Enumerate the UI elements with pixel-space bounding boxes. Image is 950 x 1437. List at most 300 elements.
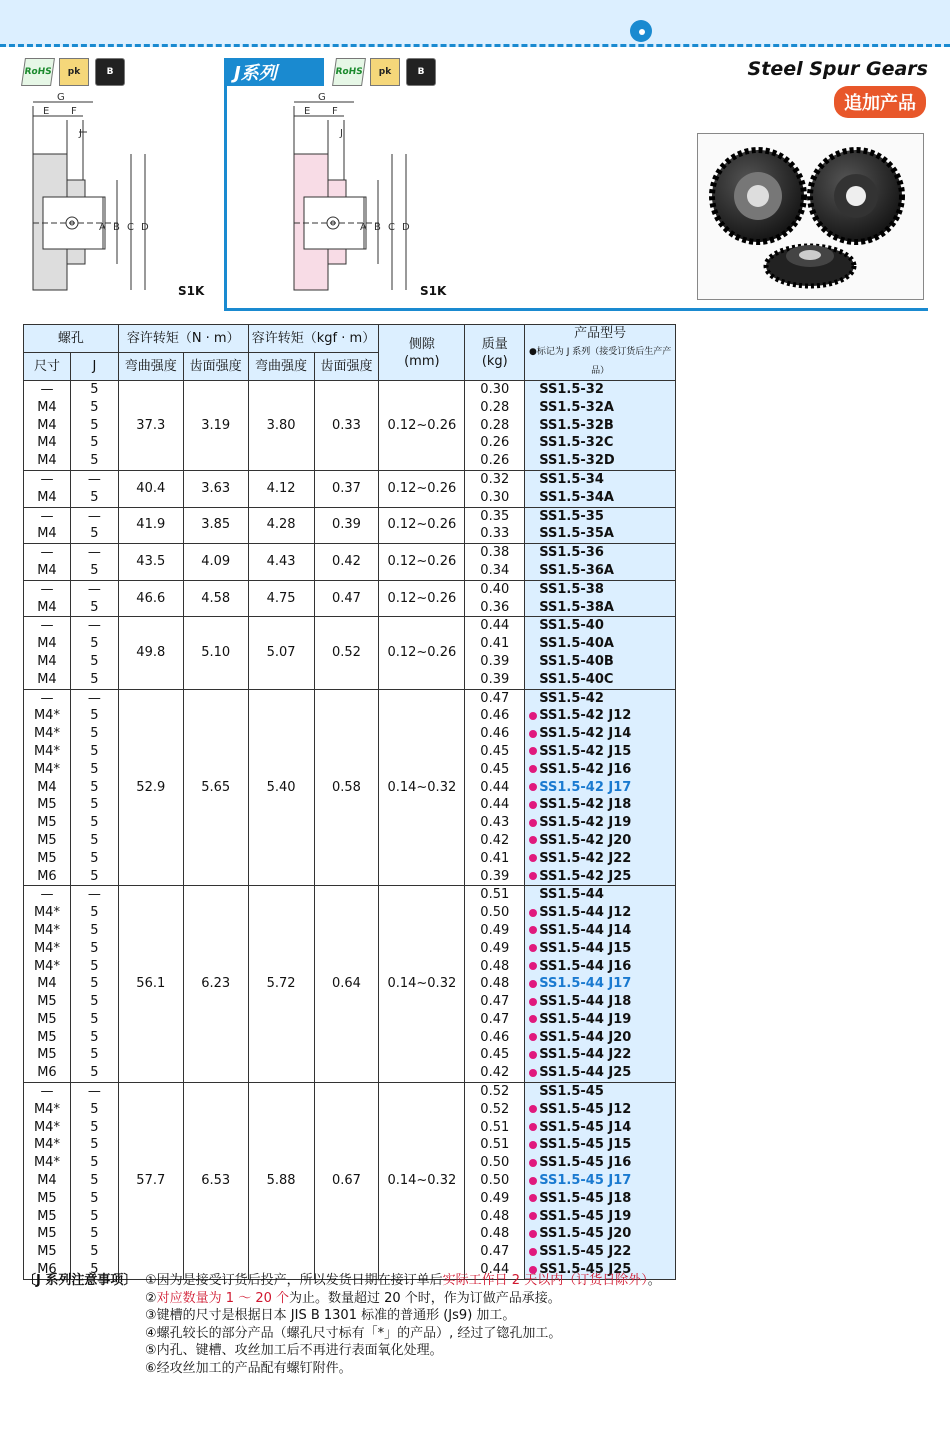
- backlash-cell: 0.14~0.32: [379, 1083, 465, 1280]
- top-banner: [0, 0, 950, 47]
- part-number-text: SS1.5-44 J15: [539, 940, 632, 956]
- bend-strength-nm-cell: 41.9: [118, 507, 183, 544]
- col-torque-kgf: 容许转矩（kgf · m）: [248, 325, 379, 353]
- j-series-dot-icon: [529, 1194, 537, 1202]
- j-cell: 5: [70, 599, 118, 617]
- drawing-label-right: S1K: [420, 284, 447, 298]
- hole-size-cell: M4: [24, 653, 71, 671]
- j-cell: —: [70, 580, 118, 598]
- part-number-text: SS1.5-42 J14: [539, 726, 632, 742]
- mass-cell: 0.51: [465, 886, 525, 904]
- mass-cell: 0.46: [465, 707, 525, 725]
- mass-cell: 0.45: [465, 743, 525, 761]
- tooth-strength-kgf-cell: 0.47: [314, 580, 379, 617]
- part-number-text: SS1.5-42 J18: [539, 797, 632, 813]
- j-cell: 5: [70, 743, 118, 761]
- j-cell: —: [70, 470, 118, 488]
- j-series-dot-icon: [529, 1248, 537, 1256]
- note-4: ④螺孔较长的部分产品（螺孔尺寸标有「*」的产品）, 经过了锪孔加工。: [145, 1325, 562, 1341]
- hole-size-cell: M4*: [24, 725, 71, 743]
- part-number-cell: [525, 958, 676, 976]
- j-cell: 5: [70, 779, 118, 797]
- dim-label-g: G: [57, 92, 65, 103]
- part-number-cell: [525, 689, 676, 707]
- hole-size-cell: M4: [24, 452, 71, 470]
- part-number-cell: [525, 725, 676, 743]
- dim-label-d: D: [402, 222, 410, 233]
- part-number-cell: [525, 779, 676, 797]
- tooth-strength-kgf-cell: 0.42: [314, 544, 379, 581]
- part-number-text: SS1.5-34A: [539, 489, 614, 505]
- j-series-dot-icon: [529, 819, 537, 827]
- mass-cell: 0.44: [465, 617, 525, 635]
- j-cell: 5: [70, 635, 118, 653]
- col-size: 尺寸: [24, 353, 71, 381]
- part-number-text: SS1.5-44 J16: [539, 958, 632, 974]
- hole-size-cell: M5: [24, 850, 71, 868]
- bend-strength-kgf-cell: 5.07: [248, 617, 314, 689]
- note-1: ①因为是接受订货后投产，所以发货日期在接订单后实际工作日 2 天以内（订货日除外）。: [145, 1273, 661, 1288]
- hole-size-cell: M5: [24, 796, 71, 814]
- mass-cell: 0.26: [465, 452, 525, 470]
- col-bend-nm: 弯曲强度: [118, 353, 183, 381]
- hole-size-cell: M4*: [24, 922, 71, 940]
- part-number-text: SS1.5-44 J20: [539, 1029, 632, 1045]
- part-number-text: SS1.5-32A: [539, 399, 614, 415]
- backlash-cell: 0.12~0.26: [379, 381, 465, 471]
- hole-size-cell: M4: [24, 489, 71, 507]
- mass-cell: 0.50: [465, 1154, 525, 1172]
- hole-size-cell: M4*: [24, 904, 71, 922]
- hole-size-cell: M4*: [24, 707, 71, 725]
- dim-label-a: A: [99, 222, 106, 233]
- j-cell: 5: [70, 1029, 118, 1047]
- j-cell: 5: [70, 761, 118, 779]
- part-number-cell: [525, 814, 676, 832]
- part-number-cell: [525, 1243, 676, 1261]
- part-number-cell: [525, 381, 676, 399]
- part-number-cell: [525, 886, 676, 904]
- col-part: 产品型号 ●标记为 J 系列（接受订货后生产产品）: [525, 325, 676, 381]
- j-cell: 5: [70, 796, 118, 814]
- dim-label-c: C: [127, 222, 134, 233]
- j-cell: 5: [70, 525, 118, 543]
- rohs-icon: RoHS: [21, 58, 55, 86]
- j-series-dot-icon: [529, 836, 537, 844]
- gear-photo-icon: [698, 134, 923, 299]
- mass-cell: 0.32: [465, 470, 525, 488]
- j-cell: —: [70, 544, 118, 562]
- hole-size-cell: M4: [24, 434, 71, 452]
- hole-size-cell: —: [24, 470, 71, 488]
- j-cell: 5: [70, 671, 118, 689]
- hole-size-cell: M5: [24, 1243, 71, 1261]
- backlash-cell: 0.12~0.26: [379, 507, 465, 544]
- bend-strength-kgf-cell: 4.12: [248, 470, 314, 507]
- mass-cell: 0.44: [465, 779, 525, 797]
- right-cert-icons: [334, 58, 436, 86]
- mass-cell: 0.48: [465, 1208, 525, 1226]
- backlash-cell: 0.14~0.32: [379, 886, 465, 1083]
- hole-size-cell: M4*: [24, 940, 71, 958]
- j-cell: 5: [70, 1261, 118, 1279]
- bend-strength-nm-cell: 52.9: [118, 689, 183, 886]
- mass-cell: 0.39: [465, 868, 525, 886]
- part-number-cell: [525, 940, 676, 958]
- part-number-text: SS1.5-45 J19: [539, 1208, 632, 1224]
- hole-size-cell: M4: [24, 671, 71, 689]
- tooth-strength-nm-cell: 3.63: [183, 470, 248, 507]
- hole-size-cell: M5: [24, 1190, 71, 1208]
- part-number-cell: [525, 417, 676, 435]
- j-series-dot-icon: [529, 980, 537, 988]
- j-cell: 5: [70, 434, 118, 452]
- table-row: [24, 580, 676, 598]
- part-number-text: SS1.5-44 J17: [539, 976, 632, 992]
- part-number-cell: [525, 470, 676, 488]
- j-series-dot-icon: [529, 872, 537, 880]
- part-number-cell: [525, 1046, 676, 1064]
- j-cell: 5: [70, 562, 118, 580]
- part-number-cell: [525, 617, 676, 635]
- hole-size-cell: M4: [24, 635, 71, 653]
- part-number-text: SS1.5-44 J18: [539, 994, 632, 1010]
- mass-cell: 0.38: [465, 544, 525, 562]
- tooth-strength-kgf-cell: 0.67: [314, 1083, 379, 1280]
- j-series-dot-icon: [529, 730, 537, 738]
- bend-strength-nm-cell: 57.7: [118, 1083, 183, 1280]
- col-j: J: [70, 353, 118, 381]
- j-series-dot-icon: [529, 747, 537, 755]
- mass-cell: 0.41: [465, 635, 525, 653]
- j-cell: 5: [70, 1064, 118, 1082]
- mass-cell: 0.48: [465, 975, 525, 993]
- part-number-cell: [525, 489, 676, 507]
- hole-size-cell: —: [24, 886, 71, 904]
- col-backlash: 侧隙 (mm): [379, 325, 465, 381]
- j-series-dot-icon: [529, 1033, 537, 1041]
- part-number-cell: [525, 1101, 676, 1119]
- j-series-dot-icon: [529, 1141, 537, 1149]
- dim-label-f: F: [332, 106, 338, 117]
- j-series-dot-icon: [529, 1123, 537, 1131]
- j-cell: 5: [70, 707, 118, 725]
- tooth-strength-nm-cell: 5.65: [183, 689, 248, 886]
- j-cell: 5: [70, 850, 118, 868]
- mass-cell: 0.50: [465, 1172, 525, 1190]
- mass-cell: 0.45: [465, 1046, 525, 1064]
- drawing-label-left: S1K: [178, 284, 205, 298]
- hole-size-cell: —: [24, 507, 71, 525]
- part-number-cell: [525, 1011, 676, 1029]
- hole-size-cell: —: [24, 1083, 71, 1101]
- j-series-dot-icon: [529, 962, 537, 970]
- part-number-text: SS1.5-44 J19: [539, 1011, 632, 1027]
- mass-cell: 0.42: [465, 1064, 525, 1082]
- new-product-badge: 追加产品: [834, 86, 926, 118]
- part-number-text: SS1.5-42: [539, 690, 604, 706]
- part-number-text: SS1.5-45 J12: [539, 1101, 632, 1117]
- j-series-frame-bottom: [224, 308, 928, 311]
- dim-label-d: D: [141, 222, 149, 233]
- hole-size-cell: M5: [24, 1225, 71, 1243]
- j-series-dot-icon: [529, 944, 537, 952]
- bend-strength-nm-cell: 40.4: [118, 470, 183, 507]
- bend-strength-nm-cell: 46.6: [118, 580, 183, 617]
- hole-size-cell: M4*: [24, 761, 71, 779]
- part-number-cell: [525, 1136, 676, 1154]
- mass-cell: 0.49: [465, 1190, 525, 1208]
- backlash-cell: 0.14~0.32: [379, 689, 465, 886]
- j-cell: 5: [70, 489, 118, 507]
- j-series-dot-icon: [529, 998, 537, 1006]
- part-number-cell: [525, 507, 676, 525]
- part-number-text: SS1.5-36: [539, 545, 604, 561]
- mass-cell: 0.46: [465, 725, 525, 743]
- part-number-cell: [525, 1208, 676, 1226]
- j-cell: 5: [70, 1208, 118, 1226]
- part-number-text: SS1.5-32: [539, 382, 604, 397]
- j-cell: 5: [70, 1172, 118, 1190]
- mass-cell: 0.30: [465, 489, 525, 507]
- mass-cell: 0.47: [465, 689, 525, 707]
- pk-icon: pk: [59, 58, 89, 86]
- part-number-cell: [525, 653, 676, 671]
- gear-drawing-right: [284, 92, 434, 302]
- j-cell: 5: [70, 653, 118, 671]
- hole-size-cell: —: [24, 617, 71, 635]
- mass-cell: 0.28: [465, 399, 525, 417]
- part-number-cell: [525, 562, 676, 580]
- part-number-text: SS1.5-45 J16: [539, 1155, 632, 1171]
- hole-size-cell: M5: [24, 1046, 71, 1064]
- tooth-strength-kgf-cell: 0.33: [314, 381, 379, 471]
- part-number-text: SS1.5-40: [539, 618, 604, 634]
- dim-label-e: E: [304, 106, 311, 117]
- j-series-tag: J系列: [226, 58, 324, 86]
- mass-cell: 0.40: [465, 580, 525, 598]
- j-series-dot-icon: [529, 801, 537, 809]
- j-series-dot-icon: [529, 909, 537, 917]
- part-number-text: SS1.5-45 J15: [539, 1137, 632, 1153]
- part-number-text: SS1.5-44 J25: [539, 1065, 632, 1081]
- mass-cell: 0.48: [465, 958, 525, 976]
- table-row: [24, 617, 676, 635]
- j-series-dot-icon: [529, 1230, 537, 1238]
- part-number-text: SS1.5-40B: [539, 653, 614, 669]
- mass-cell: 0.43: [465, 814, 525, 832]
- dim-label-a: A: [360, 222, 367, 233]
- part-number-text: SS1.5-38A: [539, 599, 614, 615]
- bend-strength-nm-cell: 37.3: [118, 381, 183, 471]
- bend-strength-nm-cell: 43.5: [118, 544, 183, 581]
- mass-cell: 0.41: [465, 850, 525, 868]
- part-number-cell: [525, 868, 676, 886]
- mass-cell: 0.49: [465, 940, 525, 958]
- j-cell: 5: [70, 399, 118, 417]
- hole-size-cell: M4: [24, 562, 71, 580]
- mass-cell: 0.48: [465, 1225, 525, 1243]
- j-cell: 5: [70, 1190, 118, 1208]
- j-series-dot-icon: [529, 783, 537, 791]
- part-number-cell: [525, 993, 676, 1011]
- note-6: ⑥经攻丝加工的产品配有螺钉附件。: [145, 1360, 352, 1376]
- tooth-strength-kgf-cell: 0.39: [314, 507, 379, 544]
- table-row: [24, 544, 676, 562]
- j-series-dot-icon: [529, 1105, 537, 1113]
- tooth-strength-nm-cell: 3.19: [183, 381, 248, 471]
- part-number-cell: [525, 635, 676, 653]
- bend-strength-kgf-cell: 4.75: [248, 580, 314, 617]
- part-number-cell: [525, 452, 676, 470]
- gear-photo: [697, 133, 924, 300]
- hole-size-cell: M4: [24, 525, 71, 543]
- bend-strength-nm-cell: 49.8: [118, 617, 183, 689]
- j-cell: 5: [70, 832, 118, 850]
- part-number-cell: [525, 544, 676, 562]
- j-cell: —: [70, 886, 118, 904]
- col-bend-kgf: 弯曲强度: [248, 353, 314, 381]
- j-cell: 5: [70, 452, 118, 470]
- part-number-cell: [525, 904, 676, 922]
- hole-size-cell: M4: [24, 399, 71, 417]
- tooth-strength-nm-cell: 3.85: [183, 507, 248, 544]
- part-number-cell: [525, 399, 676, 417]
- table-row: [24, 507, 676, 525]
- hole-size-cell: M4*: [24, 1154, 71, 1172]
- backlash-cell: 0.12~0.26: [379, 470, 465, 507]
- part-number-text: SS1.5-45 J14: [539, 1119, 632, 1135]
- mass-cell: 0.35: [465, 507, 525, 525]
- left-cert-icons: [23, 58, 125, 86]
- part-number-text: SS1.5-32D: [539, 453, 615, 469]
- mass-cell: 0.34: [465, 562, 525, 580]
- j-cell: —: [70, 507, 118, 525]
- dim-label-b: B: [113, 222, 120, 233]
- hole-size-cell: M4*: [24, 743, 71, 761]
- j-cell: 5: [70, 417, 118, 435]
- part-number-text: SS1.5-40A: [539, 636, 614, 652]
- j-cell: 5: [70, 381, 118, 399]
- part-number-cell: [525, 1119, 676, 1137]
- table-row: [24, 470, 676, 488]
- part-number-text: SS1.5-45 J17: [539, 1173, 632, 1189]
- part-number-text: SS1.5-44 J22: [539, 1047, 632, 1063]
- rohs-icon: RoHS: [332, 58, 366, 86]
- col-hole: 螺孔: [24, 325, 119, 353]
- mass-cell: 0.45: [465, 761, 525, 779]
- hole-size-cell: M5: [24, 1029, 71, 1047]
- part-number-text: SS1.5-42 J25: [539, 868, 632, 884]
- part-number-text: SS1.5-45 J18: [539, 1190, 632, 1206]
- mass-cell: 0.33: [465, 525, 525, 543]
- dim-label-j: J: [79, 128, 82, 139]
- mass-cell: 0.52: [465, 1083, 525, 1101]
- backlash-cell: 0.12~0.26: [379, 617, 465, 689]
- part-number-text: SS1.5-42 J12: [539, 708, 632, 724]
- part-number-text: SS1.5-42 J20: [539, 832, 632, 848]
- pk-icon: pk: [370, 58, 400, 86]
- j-cell: 5: [70, 904, 118, 922]
- col-tooth-kgf: 齿面强度: [314, 353, 379, 381]
- j-cell: 5: [70, 1046, 118, 1064]
- j-series-dot-icon: [529, 1051, 537, 1059]
- part-number-cell: [525, 1172, 676, 1190]
- bend-strength-kgf-cell: 5.72: [248, 886, 314, 1083]
- b-icon: B: [406, 58, 436, 86]
- mass-cell: 0.44: [465, 1261, 525, 1279]
- part-number-text: SS1.5-44: [539, 887, 604, 903]
- j-cell: 5: [70, 814, 118, 832]
- dim-label-b: B: [374, 222, 381, 233]
- j-cell: 5: [70, 1225, 118, 1243]
- j-cell: 5: [70, 868, 118, 886]
- hole-size-cell: M4*: [24, 1136, 71, 1154]
- mass-cell: 0.28: [465, 417, 525, 435]
- part-number-cell: [525, 796, 676, 814]
- tooth-strength-nm-cell: 6.23: [183, 886, 248, 1083]
- hole-size-cell: M5: [24, 1208, 71, 1226]
- j-series-dot-icon: [529, 1159, 537, 1167]
- j-cell: 5: [70, 993, 118, 1011]
- part-number-text: SS1.5-44 J14: [539, 922, 632, 938]
- part-number-cell: [525, 1190, 676, 1208]
- hole-size-cell: —: [24, 381, 71, 399]
- j-cell: 5: [70, 958, 118, 976]
- part-number-cell: [525, 1064, 676, 1082]
- hole-size-cell: M4: [24, 599, 71, 617]
- j-series-dot-icon: [529, 712, 537, 720]
- j-cell: 5: [70, 1011, 118, 1029]
- part-number-cell: [525, 580, 676, 598]
- tooth-strength-kgf-cell: 0.64: [314, 886, 379, 1083]
- part-number-text: SS1.5-42 J19: [539, 815, 632, 831]
- hole-size-cell: M4*: [24, 1119, 71, 1137]
- part-number-cell: [525, 832, 676, 850]
- mass-cell: 0.47: [465, 1011, 525, 1029]
- mass-cell: 0.49: [465, 922, 525, 940]
- j-cell: 5: [70, 922, 118, 940]
- gear-drawing-left: [23, 92, 213, 302]
- mass-cell: 0.51: [465, 1136, 525, 1154]
- part-number-text: SS1.5-42 J15: [539, 743, 632, 759]
- dim-label-j: J: [340, 128, 343, 139]
- mass-cell: 0.26: [465, 434, 525, 452]
- part-number-text: SS1.5-34: [539, 471, 604, 487]
- part-number-text: SS1.5-32C: [539, 435, 614, 451]
- part-number-cell: [525, 850, 676, 868]
- hole-size-cell: —: [24, 544, 71, 562]
- j-series-dot-icon: [529, 854, 537, 862]
- dim-label-c: C: [388, 222, 395, 233]
- hole-size-cell: M4: [24, 1172, 71, 1190]
- mass-cell: 0.47: [465, 993, 525, 1011]
- part-number-cell: [525, 434, 676, 452]
- j-cell: 5: [70, 1136, 118, 1154]
- j-cell: —: [70, 1083, 118, 1101]
- part-number-text: SS1.5-45: [539, 1084, 604, 1100]
- backlash-cell: 0.12~0.26: [379, 580, 465, 617]
- part-number-cell: [525, 525, 676, 543]
- dim-label-g: G: [318, 92, 326, 103]
- j-cell: 5: [70, 725, 118, 743]
- note-3: ③键槽的尺寸是根据日本 JIS B 1301 标准的普通形 (Js9) 加工。: [145, 1308, 516, 1323]
- j-series-dot-icon: [529, 1015, 537, 1023]
- part-number-cell: [525, 707, 676, 725]
- j-cell: 5: [70, 975, 118, 993]
- part-number-text: SS1.5-42 J16: [539, 761, 632, 777]
- part-number-text: SS1.5-42 J17: [539, 779, 632, 795]
